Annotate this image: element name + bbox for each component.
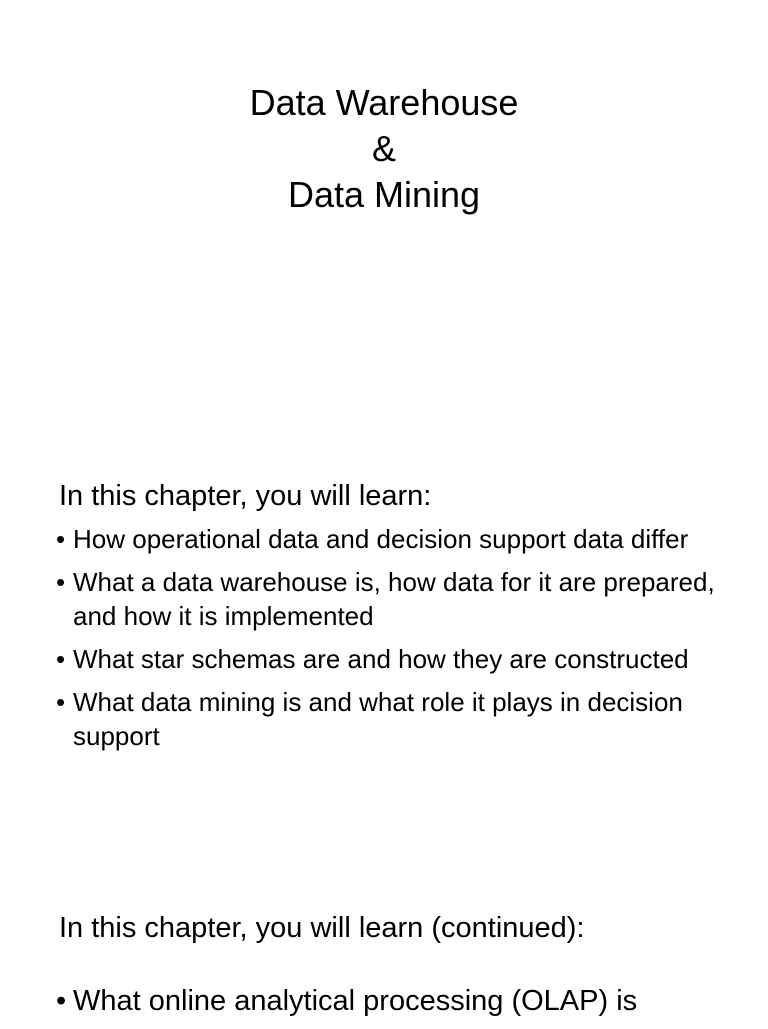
title-line-2: & (371, 128, 396, 169)
bullet-list (56, 982, 716, 1029)
title-line-1: Data Warehouse (249, 82, 519, 123)
bullet-list (56, 522, 716, 762)
title-line-3: Data Mining (287, 174, 481, 215)
section-heading: In this chapter, you will learn: (59, 480, 432, 512)
objectives-slide (0, 470, 768, 890)
title-slide (0, 0, 768, 460)
list-item-text: What data mining is and what role it plays in decision support (73, 687, 683, 751)
list-item-text: What a data warehouse is, how data for it are prepared, and how it is implemented (73, 567, 715, 631)
objectives-continued-slide (0, 906, 768, 1024)
list-item-text: What online analytical processing (OLAP) is (73, 985, 638, 1017)
bullet-icon: • (56, 524, 66, 554)
list-item (56, 982, 716, 1020)
slide-title (0, 80, 768, 218)
bullet-icon: • (56, 644, 66, 674)
bullet-icon: • (56, 567, 66, 597)
list-item (56, 565, 716, 633)
list-item-text: How operational data and decision support data differ (73, 524, 689, 554)
bullet-icon: • (56, 687, 66, 717)
list-item (56, 685, 716, 753)
list-item (56, 522, 716, 556)
bullet-icon: • (56, 985, 67, 1017)
section-heading: In this chapter, you will learn (continued): (59, 912, 585, 944)
list-item-text: What star schemas are and how they are constructed (73, 644, 689, 674)
list-item (56, 642, 716, 676)
